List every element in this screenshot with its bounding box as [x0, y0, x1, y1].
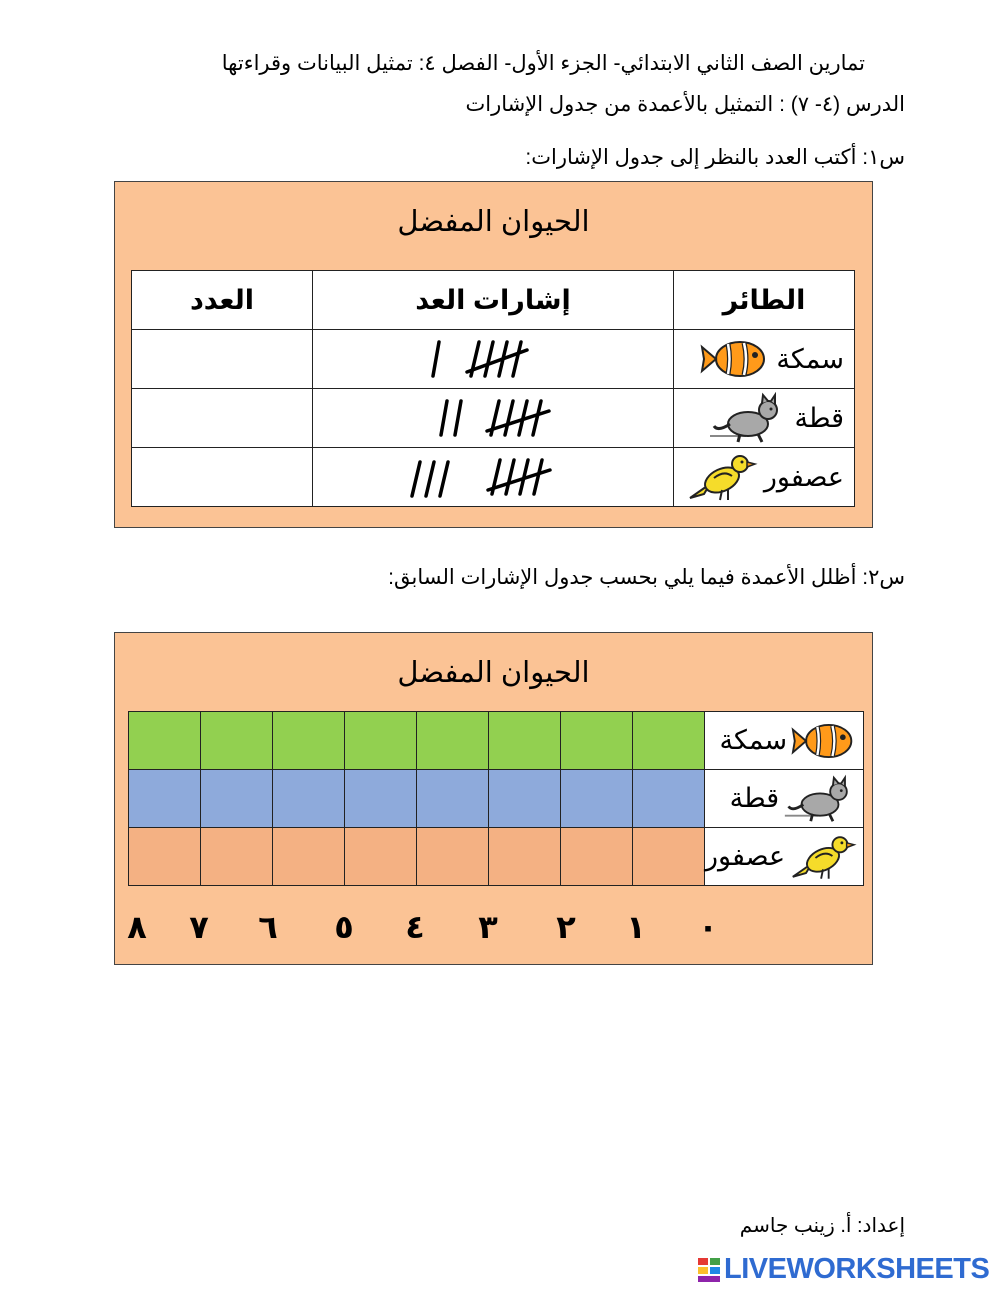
- fish-count-input[interactable]: [132, 330, 312, 388]
- table-row: [132, 330, 855, 389]
- row-label: [705, 770, 864, 828]
- axis-label: ١: [626, 909, 646, 945]
- row-label: [705, 712, 864, 770]
- bird-icon: [686, 450, 758, 504]
- tally-marks: [433, 395, 593, 441]
- cat-count-input[interactable]: [132, 389, 312, 447]
- table-row: [132, 389, 855, 448]
- grid-cell[interactable]: [273, 828, 345, 886]
- grid-row-fish: [129, 712, 864, 770]
- tally-cell: [313, 389, 674, 448]
- grid-cell[interactable]: [489, 770, 561, 828]
- animal-name: قطة: [729, 783, 780, 813]
- grid-cell[interactable]: [273, 712, 345, 770]
- tally-cell: [313, 448, 674, 507]
- grid-cell[interactable]: [129, 770, 201, 828]
- grid-cell[interactable]: [201, 712, 273, 770]
- col-bird: الطائر: [674, 271, 855, 330]
- grid-cell[interactable]: [129, 828, 201, 886]
- q1-prompt: س١: أكتب العدد بالنظر إلى جدول الإشارات:: [525, 146, 905, 169]
- tally-marks: [413, 336, 573, 382]
- tally-cell: [313, 330, 674, 389]
- bird-icon: [789, 831, 857, 883]
- axis-label: ٧: [189, 909, 209, 945]
- grid-row-cat: [129, 770, 864, 828]
- worksheet-title: تمارين الصف الثاني الابتدائي- الجزء الأول- الفصل ٤: تمثيل البيانات وقراءتها: [221, 52, 865, 75]
- brand-text: LIVEWORKSHEETS: [724, 1253, 990, 1285]
- grid-cell[interactable]: [633, 712, 705, 770]
- animal-name: سمكة: [776, 343, 844, 374]
- grid-cell[interactable]: [417, 770, 489, 828]
- grid-cell[interactable]: [201, 828, 273, 886]
- grid-cell[interactable]: [345, 828, 417, 886]
- table-row: [132, 448, 855, 507]
- lesson-title: الدرس (٤- ٧) : التمثيل بالأعمدة من جدول الإشارات: [465, 93, 905, 116]
- animal-name: عصفور: [763, 461, 844, 492]
- animal-cell: [674, 448, 855, 507]
- tally-table: [131, 270, 855, 507]
- axis-label: ٠: [698, 909, 718, 945]
- grid-cell[interactable]: [633, 828, 705, 886]
- cat-icon: [783, 774, 857, 824]
- q2-chart-title: الحيوان المفضل: [397, 657, 590, 689]
- grid-cell[interactable]: [489, 712, 561, 770]
- animal-name: عصفور: [705, 841, 786, 871]
- axis-label: ٣: [478, 909, 498, 945]
- grid-cell[interactable]: [417, 828, 489, 886]
- liveworksheets-logo-icon: [697, 1257, 721, 1283]
- animal-cell: [674, 330, 855, 389]
- animal-name: قطة: [794, 402, 844, 433]
- bird-count-input[interactable]: [132, 448, 312, 506]
- grid-cell[interactable]: [561, 828, 633, 886]
- liveworksheets-logo: [697, 1253, 989, 1286]
- count-cell[interactable]: [132, 389, 313, 448]
- axis-label: ٦: [258, 909, 278, 945]
- col-tally: إشارات العد: [313, 271, 674, 330]
- cat-icon: [708, 392, 788, 444]
- author-credit: إعداد: أ. زينب جاسم: [739, 1215, 905, 1237]
- animal-cell: [674, 389, 855, 448]
- count-cell[interactable]: [132, 330, 313, 389]
- grid-cell[interactable]: [345, 770, 417, 828]
- grid-cell[interactable]: [561, 770, 633, 828]
- grid-cell[interactable]: [489, 828, 561, 886]
- fish-icon: [791, 718, 857, 764]
- grid-cell[interactable]: [129, 712, 201, 770]
- row-label: [705, 828, 864, 886]
- axis-label: ٨: [127, 909, 147, 945]
- axis-label: ٤: [405, 909, 425, 945]
- grid-cell[interactable]: [273, 770, 345, 828]
- col-count: العدد: [132, 271, 313, 330]
- tally-marks: [408, 454, 588, 500]
- q1-table-title: الحيوان المفضل: [397, 206, 590, 238]
- fish-icon: [700, 335, 770, 383]
- grid-cell[interactable]: [345, 712, 417, 770]
- count-cell[interactable]: [132, 448, 313, 507]
- bar-grid: [128, 711, 864, 886]
- tally-header-row: [132, 271, 855, 330]
- grid-cell[interactable]: [201, 770, 273, 828]
- axis-label: ٥: [334, 909, 354, 945]
- grid-row-bird: [129, 828, 864, 886]
- animal-name: سمكة: [719, 725, 788, 755]
- grid-cell[interactable]: [561, 712, 633, 770]
- grid-cell[interactable]: [417, 712, 489, 770]
- axis-label: ٢: [556, 909, 576, 945]
- q2-prompt: س٢: أظلل الأعمدة فيما يلي بحسب جدول الإشارات السابق:: [388, 566, 905, 589]
- grid-cell[interactable]: [633, 770, 705, 828]
